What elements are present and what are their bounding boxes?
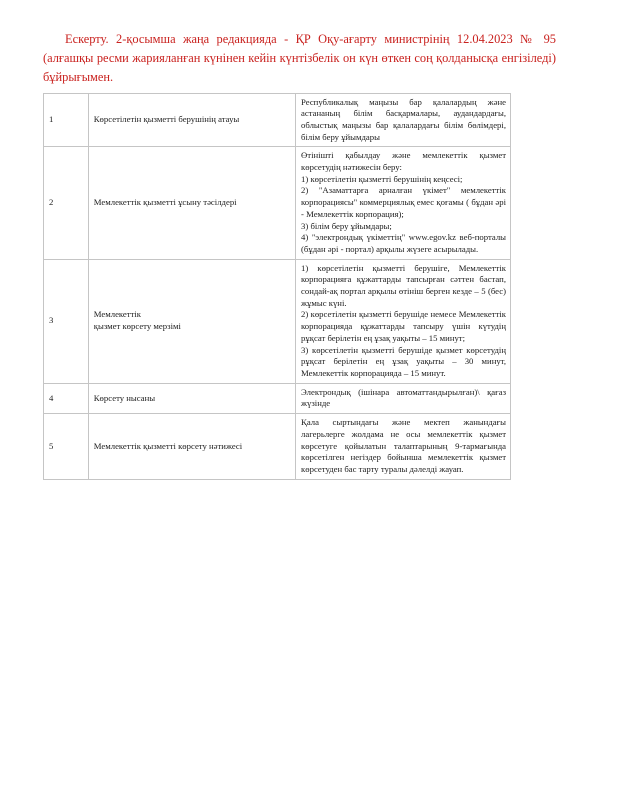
- row-label: [88, 93, 295, 147]
- row-value-line: 2) "Азаматтарға арналған үкімет" мемлекеттік корпорациясы" коммерциялық емес қоғамы ( бұдан әрі - Мемлекеттік корпорация);: [301, 185, 506, 219]
- service-standard-table: [43, 93, 511, 480]
- table-row: [44, 147, 511, 259]
- row-value-line: 3) көрсетілетін қызметті берушіде қызмет көрсетудің рұқсат берілетін ең ұзақ уақыты – 30 минут, Мемлекеттік корпорацияда – 15 минут.: [301, 344, 506, 378]
- table-row: [44, 383, 511, 413]
- row-value-line: 1) көрсетілетін қызметті берушінің кеңсесі;: [301, 173, 463, 184]
- row-number: 1: [44, 93, 89, 147]
- row-value-text: Республикалық маңызы бар қалалардың және астананың білім басқармалары, аудандардағы, облыстық маңызы бар қалалардағы білім бөлімдері, білім беру ұйымдары: [301, 96, 506, 142]
- row-label: [88, 147, 295, 259]
- row-value-text: Электрондық (ішінара автоматтандырылған)\ қағаз жүзінде: [301, 386, 506, 409]
- row-label-text: Мемлекеттік қызметті көрсету нәтижесі: [93, 440, 243, 451]
- row-label-line: Мемлекеттік: [93, 309, 142, 320]
- row-number: 4: [44, 383, 89, 413]
- row-label: [88, 383, 295, 413]
- row-number: 2: [44, 147, 89, 259]
- table-row: [44, 93, 511, 147]
- row-label-text: Көрсету нысаны: [93, 392, 156, 403]
- row-value-text: Қала сыртындағы және мектеп жанындағы лагерьлерге жолдама не осы мемлекеттік қызмет көрсетуге қойылатын талаптарының 9-тармағында көрсетілген негіздер бойынша мемлекеттік қызмет көрсетуден бас тарту туралы дәлелді жауап.: [301, 417, 506, 474]
- row-value: [296, 414, 511, 480]
- table-body: [44, 93, 511, 479]
- row-label: [88, 414, 295, 480]
- row-value: [296, 259, 511, 383]
- row-value: [296, 93, 511, 147]
- row-value-line: 3) білім беру ұйымдары;: [301, 220, 392, 231]
- row-value-line: 1) көрсетілетін қызметті берушіге, Мемлекеттік корпорацияға құжаттарды тапсырған сәттен бастап, сондай-ақ портал арқылы өтініш берген кезде – 5 (бес) жұмыс күні.: [301, 262, 506, 308]
- row-value: [296, 383, 511, 413]
- table-row: [44, 259, 511, 383]
- row-value-line: 2) көрсетілетін қызметті берушіде немесе Мемлекеттік корпорацияда құжаттарды тапсыру үшін күтудің рұқсат берілетін ең ұзақ уақыты – 15 минут;: [301, 309, 506, 343]
- row-label-text: Көрсетілетін қызметті берушінің атауы: [93, 114, 240, 125]
- row-label: [88, 259, 295, 383]
- row-label-line: қызмет көрсету мерзімі: [93, 321, 181, 332]
- note-paragraph: Ескерту. 2-қосымша жаңа редакцияда - ҚР Оқу-ағарту министрінің 12.04.2023 № 95 (алғашқы ресми жарияланған күнінен кейін күнтізбелік он күн өткен соң қолданысқа енгізіледі) бұйрығымен.: [43, 32, 556, 84]
- table-row: [44, 414, 511, 480]
- row-number: 5: [44, 414, 89, 480]
- row-value: [296, 147, 511, 259]
- row-value-line: Өтінішті қабылдау және мемлекеттік қызмет көрсетудің нәтижесін беру:: [301, 150, 506, 173]
- row-value-line: 4) "электрондық үкіметтің" www.egov.kz веб-порталы (бұдан әрі - портал) арқылы жүзеге асырылады.: [301, 232, 506, 254]
- row-label-text: Мемлекеттік қызметті ұсыну тәсілдері: [93, 197, 237, 208]
- row-number: 3: [44, 259, 89, 383]
